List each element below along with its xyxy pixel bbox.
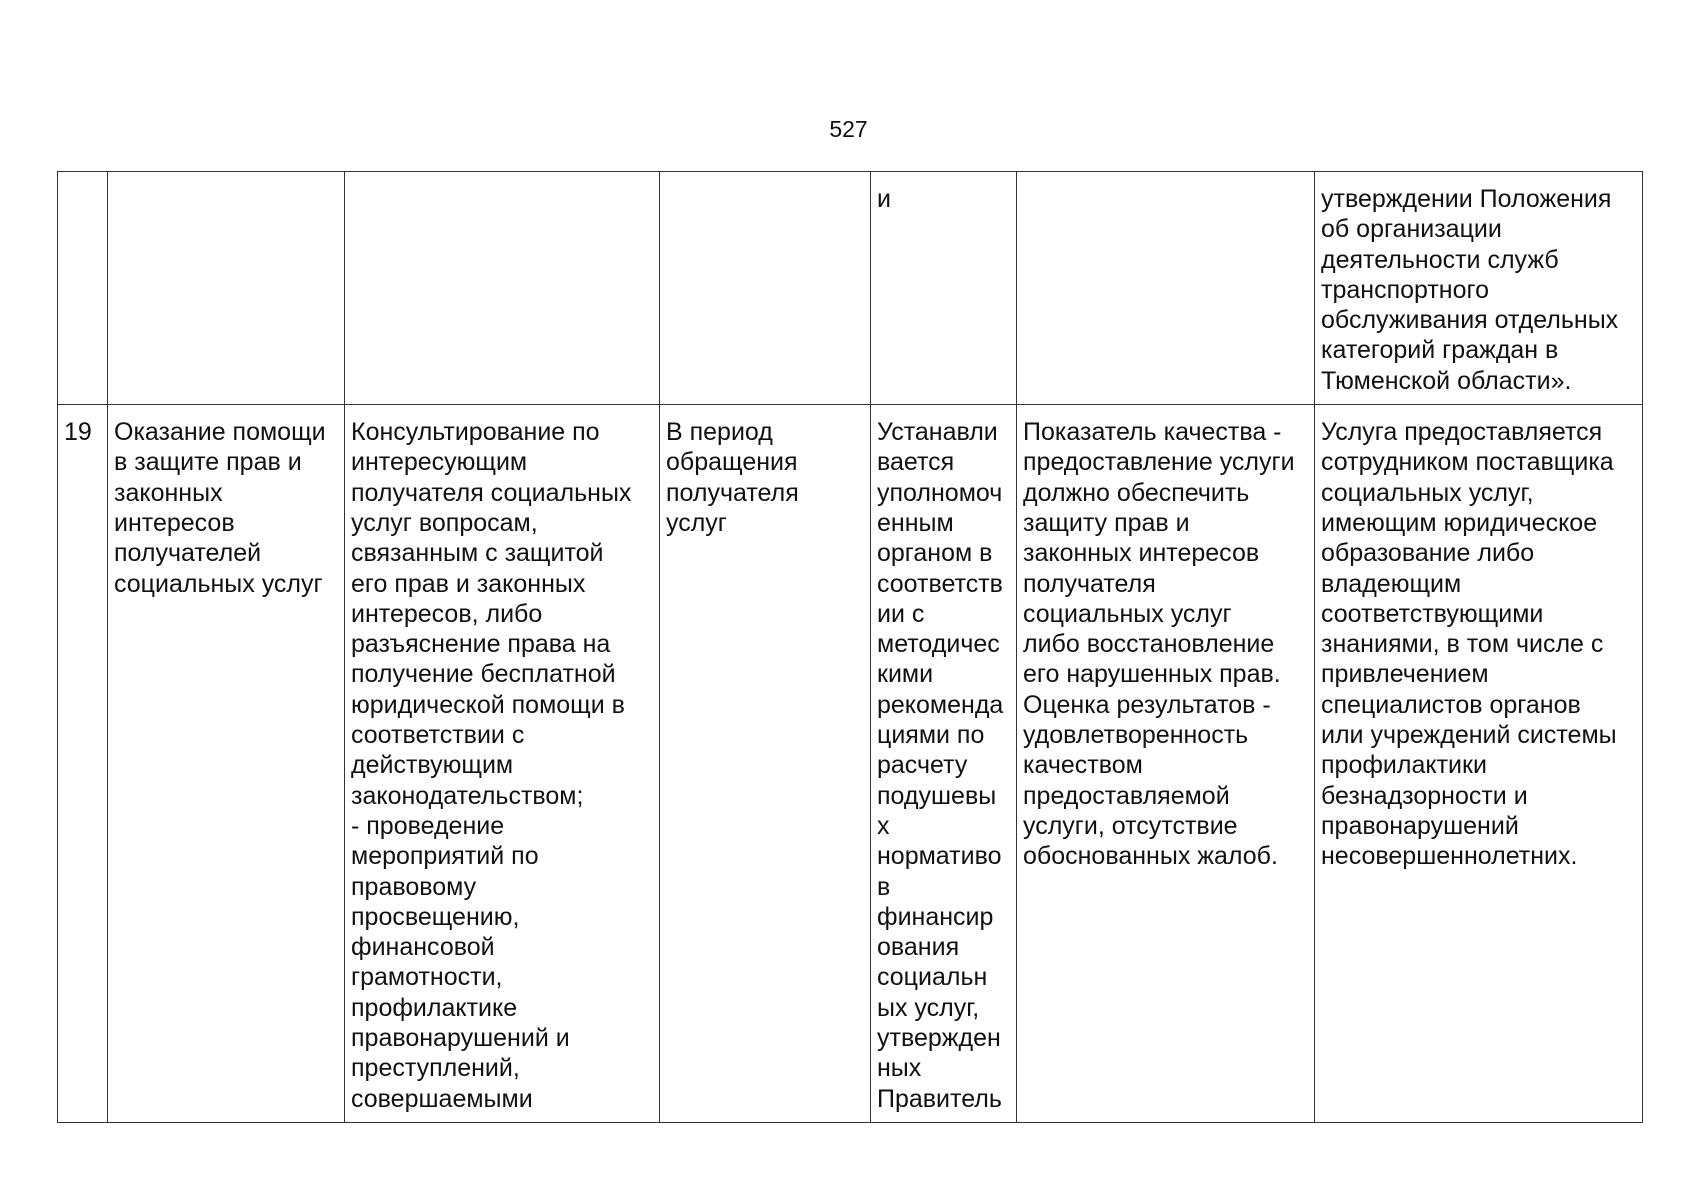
cell-quality-indicators: [1017, 172, 1315, 405]
cell-funding-norm: и: [871, 172, 1017, 405]
cell-number: [58, 172, 108, 405]
cell-service-description: [345, 172, 660, 405]
page-number: 527: [829, 116, 868, 142]
cell-service-description: Консультирование по интересующим получателя социальных услуг вопросам, связанным с защитой его прав и законных интересов, либо разъяснение права на получение бесплатной юридической помощи в соответствии с действующим законодательством; - проведение мероприятий по правовому просвещению, финансовой грамотности, профилактике правонарушений и преступлений, совершаемыми: [345, 405, 660, 1123]
cell-number: 19: [58, 405, 108, 1123]
cell-conditions: утверждении Положения об организации деятельности служб транспортного обслуживания отдельных категорий граждан в Тюменской области».: [1315, 172, 1643, 405]
cell-service-name: Оказание помощи в защите прав и законных интересов получателей социальных услуг: [108, 405, 345, 1123]
cell-service-period: [660, 172, 871, 405]
cell-service-name: [108, 172, 345, 405]
cell-conditions: Услуга предоставляется сотрудником поставщика социальных услуг, имеющим юридическое образование либо владеющим соответствующими знаниями, в том числе с привлечением специалистов органов или учреждений системы профилактики безнадзорности и правонарушений несовершеннолетних.: [1315, 405, 1643, 1123]
table-row-19: [58, 405, 1643, 1123]
cell-service-period: В период обращения получателя услуг: [660, 405, 871, 1123]
services-table: [57, 171, 1643, 1123]
cell-funding-norm: Устанавли вается уполномоч енным органом в соответств ии с методичес кими рекоменда циями по расчету подушевы х нормативо в финансир ования социальн ых услуг, утвержден ных Правитель: [871, 405, 1017, 1123]
table-row-continuation: [58, 172, 1643, 405]
cell-quality-indicators: Показатель качества - предоставление услуги должно обеспечить защиту прав и законных интересов получателя социальных услуг либо восстановление его нарушенных прав. Оценка результатов - удовлетворенность качеством предоставляемой услуги, отсутствие обоснованных жалоб.: [1017, 405, 1315, 1123]
